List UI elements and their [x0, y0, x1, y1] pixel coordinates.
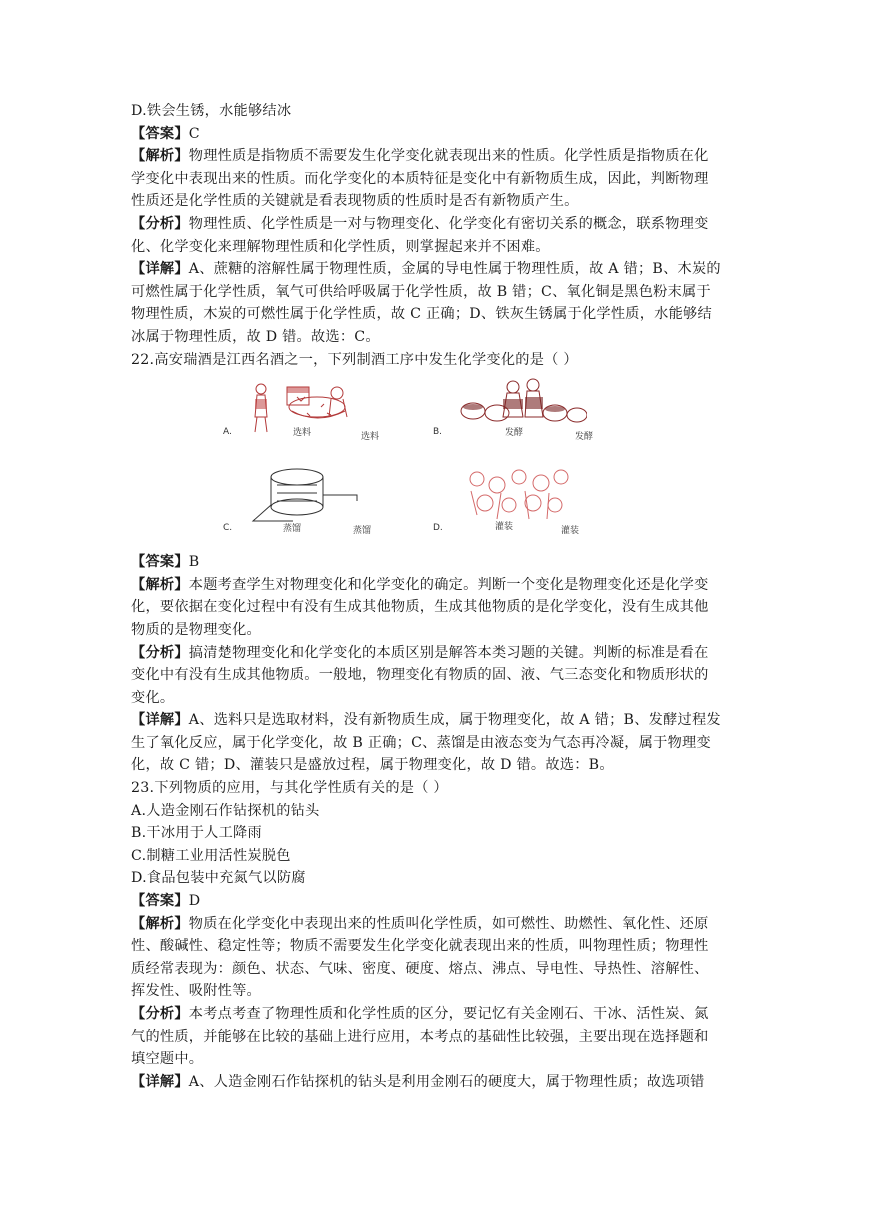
line-text: 性、酸碱性、稳定性等；物质不需要发生化学变化就表现出来的性质，叫物理性质；物理性: [131, 938, 709, 955]
line-text: 本题考查学生对物理变化和化学变化的确定。判断一个变化是物理变化还是化学变: [188, 576, 709, 593]
text-line: [131, 551, 745, 574]
panel-b-caption: 发酵: [505, 428, 524, 439]
line-text: 物质在化学变化中表现出来的性质叫化学性质，如可燃性、助燃性、氧化性、还原: [188, 915, 709, 932]
section-label: 【解析】: [131, 148, 189, 165]
section-label: 【答案】: [131, 554, 189, 571]
line-text: 物理性质、化学性质是一对与物理变化、化学变化有密切关系的概念，联系物理变: [188, 215, 709, 232]
panel-a-caption-2: 选料: [361, 432, 380, 443]
text-line: [131, 709, 745, 732]
section-label: 【分析】: [131, 1006, 189, 1022]
panel-b-caption-2: 发酵: [575, 432, 594, 443]
line-text: B: [188, 554, 200, 571]
line-text: 冰属于物理性质，故 D 错。故选：C。: [131, 328, 380, 345]
line-text: 22.高安瑞酒是江西名酒之一，下列制酒工序中发生化学变化的是（ ）: [131, 351, 578, 368]
line-text: 变化中有没有生成其他物质。一般地，物理变化有物质的固、液、气三态变化和物质形状的: [131, 667, 709, 684]
text-line: [131, 935, 745, 958]
document-page: [131, 100, 745, 1093]
text-line: [131, 822, 745, 845]
section-label: 【解析】: [131, 915, 189, 932]
text-line: [131, 326, 745, 349]
text-line: [131, 619, 745, 642]
text-line: [131, 303, 745, 326]
text-line: [131, 349, 745, 372]
section-label: 【详解】: [131, 712, 189, 729]
bottling-illustration-icon: [457, 465, 587, 531]
panel-a-caption: 选料: [293, 428, 312, 439]
text-line: [131, 980, 745, 1003]
text-line: [131, 642, 745, 665]
line-text: 变化。: [131, 689, 175, 706]
text-line: [131, 687, 745, 710]
panel-a-letter: A.: [223, 427, 232, 438]
section-label: 【答案】: [131, 125, 189, 142]
line-text: A、蔗糖的溶解性属于物理性质，金属的导电性属于物理性质，故 A 错；B、木炭的: [188, 261, 721, 278]
panel-d-letter: D.: [433, 523, 443, 534]
text-line: [131, 145, 745, 168]
line-text: 化、化学变化来理解物理性质和化学性质，则掌握起来并不困难。: [131, 238, 550, 255]
text-line: [131, 596, 745, 619]
line-text: 物质的是物理变化。: [131, 621, 261, 638]
text-line: [131, 100, 745, 123]
text-line: [131, 664, 745, 687]
line-text: D: [188, 893, 201, 910]
line-text: A、选料只是选取材料，没有新物质生成，属于物理变化，故 A 错；B、发酵过程发: [188, 712, 721, 729]
section-label: 【详解】: [131, 261, 189, 278]
text-line: [131, 281, 745, 304]
text-line: [131, 777, 745, 800]
line-text: C.制糖工业用活性炭脱色: [131, 847, 291, 864]
line-text: 物理性质，木炭的可燃性属于化学性质，故 C 正确；D、铁灰生锈属于化学性质，水能够结: [131, 306, 712, 323]
line-text: C: [188, 125, 200, 142]
text-line: [131, 1071, 745, 1094]
text-line: [131, 123, 745, 146]
section-label: 【分析】: [131, 215, 189, 232]
text-line: [131, 213, 745, 236]
line-text: D.食品包装中充氮气以防腐: [131, 870, 306, 887]
line-text: 生了氧化反应，属于化学变化，故 B 正确；C、蒸馏是由液态变为气态再冷凝，属于物理变: [131, 734, 711, 751]
text-line: [131, 1003, 745, 1026]
text-line: [131, 1026, 745, 1049]
text-line: [131, 845, 745, 868]
line-text: 物理性质是指物质不需要发生化学变化就表现出来的性质。化学性质是指物质在化: [188, 148, 709, 165]
figure-panel-b: [433, 377, 593, 447]
line-text: 搞清楚物理变化和化学变化的本质区别是解答本类习题的关键。判断的标准是看在: [188, 644, 709, 661]
line-text: 性质还是化学性质的关键就是看表现物质的性质时是否有新物质产生。: [131, 193, 579, 210]
panel-d-caption: 灌装: [495, 522, 514, 533]
text-line: [131, 867, 745, 890]
panel-c-caption: 蒸馏: [283, 524, 302, 535]
line-text: B.干冰用于人工降雨: [131, 825, 262, 842]
text-line: [131, 1048, 745, 1071]
line-text: 23.下列物质的应用，与其化学性质有关的是（ ）: [131, 780, 448, 797]
line-text: 学变化中表现出来的性质。而化学变化的本质特征是变化中有新物质生成，因此，判断物理: [131, 170, 709, 187]
figure-panel-a: [223, 377, 383, 447]
text-line: [131, 168, 745, 191]
panel-d-caption-2: 灌装: [561, 526, 580, 537]
text-line: [131, 754, 745, 777]
text-line: [131, 236, 745, 259]
text-block-before-figure: [131, 100, 745, 371]
line-text: 填空题中。: [131, 1051, 204, 1068]
line-text: D.铁会生锈，水能够结冰: [131, 103, 292, 119]
section-label: 【分析】: [131, 644, 189, 661]
line-text: 挥发性、吸附性等。: [131, 983, 261, 1000]
text-line: [131, 258, 745, 281]
distillation-illustration-icon: [247, 465, 377, 531]
text-line: [131, 732, 745, 755]
section-label: 【解析】: [131, 576, 189, 593]
line-text: 本考点考查了物理性质和化学性质的区分，要记忆有关金刚石、干冰、活性炭、氮: [188, 1006, 709, 1022]
section-label: 【详解】: [131, 1073, 189, 1090]
line-text: A.人造金刚石作钻探机的钻头: [131, 802, 320, 819]
text-block-after-figure: [131, 551, 745, 1093]
text-line: [131, 800, 745, 823]
line-text: A、人造金刚石作钻探机的钻头是利用金刚石的硬度大，属于物理性质；故选项错: [188, 1073, 705, 1090]
line-text: 可燃性属于化学性质，氧气可供给呼吸属于化学性质，故 B 错；C、氧化铜是黑色粉末属于: [131, 283, 711, 300]
text-line: [131, 890, 745, 913]
section-label: 【答案】: [131, 893, 189, 910]
figure-panel-d: [433, 465, 593, 535]
text-line: [131, 958, 745, 981]
line-text: 化，故 C 错；D、灌装只是盛放过程，属于物理变化，故 D 错。故选：B。: [131, 757, 614, 774]
panel-b-letter: B.: [433, 427, 443, 438]
figure-panel-c: [223, 465, 383, 535]
text-line: [131, 574, 745, 597]
process-figure: [131, 377, 745, 547]
panel-c-caption-2: 蒸馏: [353, 526, 372, 537]
line-text: 气的性质，并能够在比较的基础上进行应用，本考点的基础性比较强，主要出现在选择题和: [131, 1028, 709, 1045]
sorting-illustration-icon: [247, 377, 377, 437]
text-line: [131, 190, 745, 213]
panel-c-letter: C.: [223, 523, 233, 534]
line-text: 质经常表现为：颜色、状态、气味、密度、硬度、熔点、沸点、导电性、导热性、溶解性、: [131, 960, 709, 977]
text-line: [131, 913, 745, 936]
line-text: 化，要依据在变化过程中有没有生成其他物质，生成其他物质的是化学变化，没有生成其他: [131, 599, 709, 616]
